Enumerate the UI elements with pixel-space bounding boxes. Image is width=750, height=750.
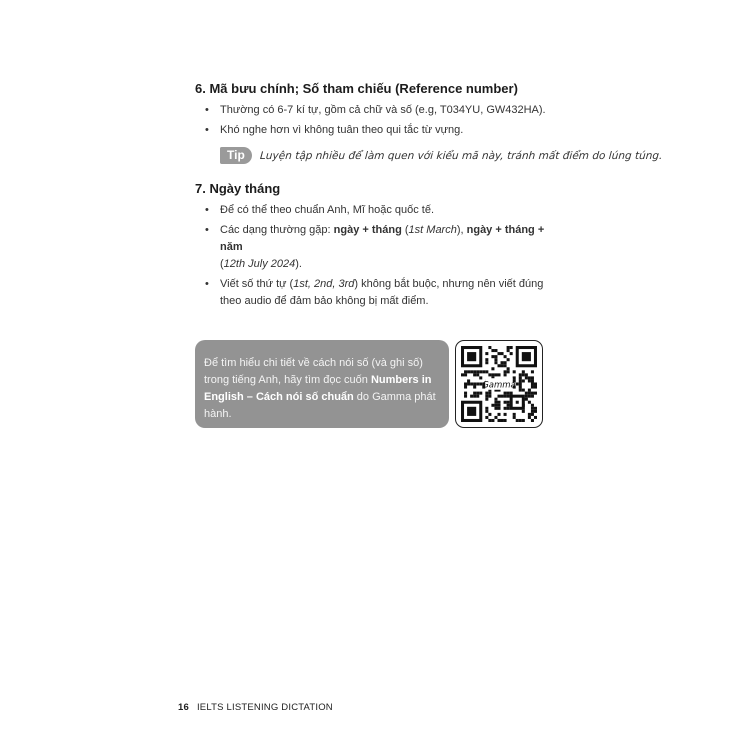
example-day-month-year: 12th July 2024 <box>223 258 296 270</box>
ordinal-examples: 1st, 2nd, 3rd <box>293 278 355 290</box>
book-name: IELTS LISTENING DICTATION <box>196 702 333 713</box>
list-item: • Các dạng thường gặp: ngày + tháng (1st March), ngày + tháng + năm (12th July 2024). <box>205 222 565 273</box>
list-item: • Để có thể theo chuẩn Anh, Mĩ hoặc quốc tế. <box>205 202 565 219</box>
section-6-heading: 6. Mã bưu chính; Số tham chiếu (Reference number) <box>195 81 518 96</box>
page-footer <box>178 702 333 713</box>
tip-callout <box>220 147 662 164</box>
date-form-day-month: ngày + tháng <box>333 224 402 236</box>
section-7-heading: 7. Ngày tháng <box>195 181 281 196</box>
tip-badge: Tip <box>220 147 252 164</box>
info-box <box>195 340 449 428</box>
tip-text: Luyện tập nhiều để làm quen với kiểu mã này, tránh mất điểm do lúng túng. <box>259 149 663 162</box>
list-item <box>205 276 565 310</box>
qr-code-icon <box>461 346 537 422</box>
bullet-text: Viết số thứ tự ( <box>220 278 294 290</box>
list-item: • Thường có 6-7 kí tự, gồm cả chữ và số (e.g, T034YU, GW432HA). <box>205 102 565 119</box>
info-text <box>204 355 444 423</box>
qr-code-frame[interactable] <box>455 340 543 428</box>
info-text-after: do Gamma phát hành. <box>204 391 436 420</box>
section-6-bullet-list <box>205 102 565 142</box>
date-form-day-month-year: ngày + tháng + năm <box>220 224 545 253</box>
qr-logo-text: Gamma <box>482 380 516 391</box>
section-7-bullet-list <box>205 202 565 313</box>
book-title: Numbers in English – Cách nói số chuẩn <box>204 374 432 403</box>
list-item: • Khó nghe hơn vì không tuân theo qui tắc từ vựng. <box>205 122 565 139</box>
bullet-text: Các dạng thường gặp: <box>220 224 334 236</box>
example-day-month: 1st March <box>408 224 457 236</box>
info-text-before: Để tìm hiểu chi tiết về cách nói số (và ghi số) trong tiếng Anh, hãy tìm đọc cuốn <box>204 357 423 386</box>
bullet-text: ) không bắt buộc, nhưng nên viết đúng theo audio để đảm bảo không bị mất điểm. <box>220 278 544 307</box>
page-number: 16 <box>178 702 189 713</box>
